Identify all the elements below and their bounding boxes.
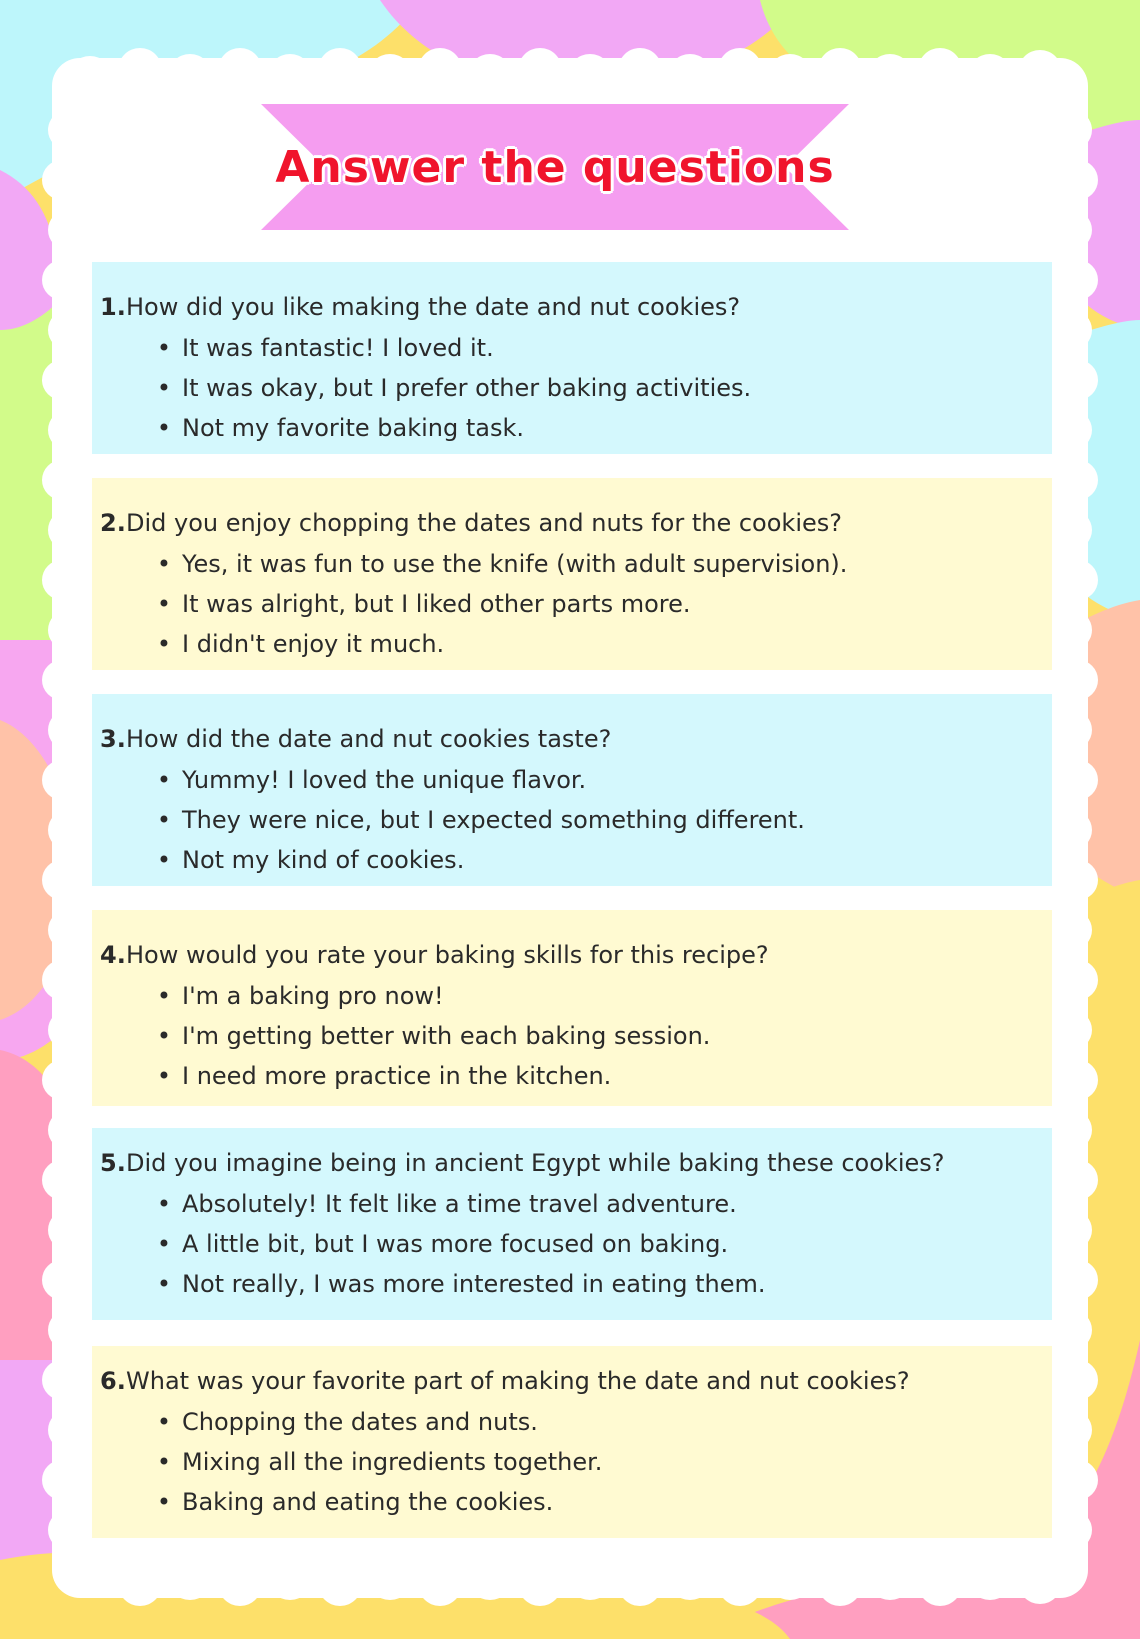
answer-option xyxy=(154,624,1036,664)
question-6 xyxy=(100,1362,1036,1400)
bullet-icon: • xyxy=(156,414,172,442)
question-number: 3. xyxy=(100,725,126,753)
question-number: 4. xyxy=(100,941,126,969)
page-title: Answer the questions xyxy=(275,141,835,193)
answer-options xyxy=(100,544,1036,664)
bullet-icon: • xyxy=(156,550,172,578)
question-number: 5. xyxy=(100,1149,126,1177)
question-card-6 xyxy=(92,1346,1052,1538)
option-text: Not my favorite baking task. xyxy=(182,414,524,442)
option-text: I need more practice in the kitchen. xyxy=(182,1062,612,1090)
answer-option xyxy=(154,1184,1036,1224)
answer-option xyxy=(154,1264,1036,1304)
bullet-icon: • xyxy=(156,334,172,362)
answer-option xyxy=(154,976,1036,1016)
bullet-icon: • xyxy=(156,1488,172,1516)
bullet-icon: • xyxy=(156,1230,172,1258)
bullet-icon: • xyxy=(156,1448,172,1476)
answer-option xyxy=(154,800,1036,840)
answer-option xyxy=(154,1056,1036,1096)
answer-option xyxy=(154,328,1036,368)
question-number: 6. xyxy=(100,1367,126,1395)
bullet-icon: • xyxy=(156,374,172,402)
bullet-icon: • xyxy=(156,1062,172,1090)
question-card-5 xyxy=(92,1128,1052,1320)
question-text: What was your favorite part of making the date and nut cookies? xyxy=(126,1367,910,1395)
option-text: Yummy! I loved the unique flavor. xyxy=(182,766,587,794)
question-card-4 xyxy=(92,910,1052,1106)
answer-option xyxy=(154,1224,1036,1264)
bullet-icon: • xyxy=(156,1190,172,1218)
question-card-2 xyxy=(92,478,1052,670)
bullet-icon: • xyxy=(156,766,172,794)
question-1 xyxy=(100,288,1036,326)
answer-option xyxy=(154,1482,1036,1522)
option-text: It was okay, but I prefer other baking activities. xyxy=(182,374,752,402)
question-number: 2. xyxy=(100,509,126,537)
answer-option xyxy=(154,544,1036,584)
question-3 xyxy=(100,720,1036,758)
option-text: Yes, it was fun to use the knife (with adult supervision). xyxy=(182,550,848,578)
bullet-icon: • xyxy=(156,590,172,618)
answer-options xyxy=(100,1402,1036,1522)
answer-option xyxy=(154,840,1036,880)
answer-option xyxy=(154,408,1036,448)
bullet-icon: • xyxy=(156,1270,172,1298)
option-text: It was fantastic! I loved it. xyxy=(182,334,494,362)
option-text: Absolutely! It felt like a time travel adventure. xyxy=(182,1190,737,1218)
answer-option xyxy=(154,760,1036,800)
option-text: Baking and eating the cookies. xyxy=(182,1488,554,1516)
option-text: I didn't enjoy it much. xyxy=(182,630,445,658)
question-text: Did you enjoy chopping the dates and nuts for the cookies? xyxy=(126,509,842,537)
question-text: How did you like making the date and nut cookies? xyxy=(126,293,741,321)
question-text: How would you rate your baking skills for this recipe? xyxy=(126,941,769,969)
answer-option xyxy=(154,368,1036,408)
question-4 xyxy=(100,936,1036,974)
bullet-icon: • xyxy=(156,1408,172,1436)
question-card-1 xyxy=(92,262,1052,454)
option-text: Mixing all the ingredients together. xyxy=(182,1448,603,1476)
answer-option xyxy=(154,1402,1036,1442)
answer-option xyxy=(154,1016,1036,1056)
option-text: I'm getting better with each baking session. xyxy=(182,1022,711,1050)
question-text: How did the date and nut cookies taste? xyxy=(126,725,612,753)
answer-options xyxy=(100,328,1036,448)
option-text: Not my kind of cookies. xyxy=(182,846,465,874)
option-text: They were nice, but I expected something different. xyxy=(182,806,805,834)
bullet-icon: • xyxy=(156,1022,172,1050)
answer-options xyxy=(100,1184,1036,1304)
answer-options xyxy=(100,976,1036,1096)
question-text: Did you imagine being in ancient Egypt while baking these cookies? xyxy=(126,1149,945,1177)
bullet-icon: • xyxy=(156,846,172,874)
option-text: Chopping the dates and nuts. xyxy=(182,1408,538,1436)
option-text: A little bit, but I was more focused on baking. xyxy=(182,1230,729,1258)
answer-options xyxy=(100,760,1036,880)
option-text: It was alright, but I liked other parts more. xyxy=(182,590,691,618)
bullet-icon: • xyxy=(156,806,172,834)
option-text: Not really, I was more interested in eating them. xyxy=(182,1270,766,1298)
answer-option xyxy=(154,584,1036,624)
question-card-3 xyxy=(92,694,1052,886)
answer-option xyxy=(154,1442,1036,1482)
question-number: 1. xyxy=(100,293,126,321)
question-2 xyxy=(100,504,1036,542)
option-text: I'm a baking pro now! xyxy=(182,982,444,1010)
bullet-icon: • xyxy=(156,982,172,1010)
bullet-icon: • xyxy=(156,630,172,658)
question-5 xyxy=(100,1144,1036,1182)
